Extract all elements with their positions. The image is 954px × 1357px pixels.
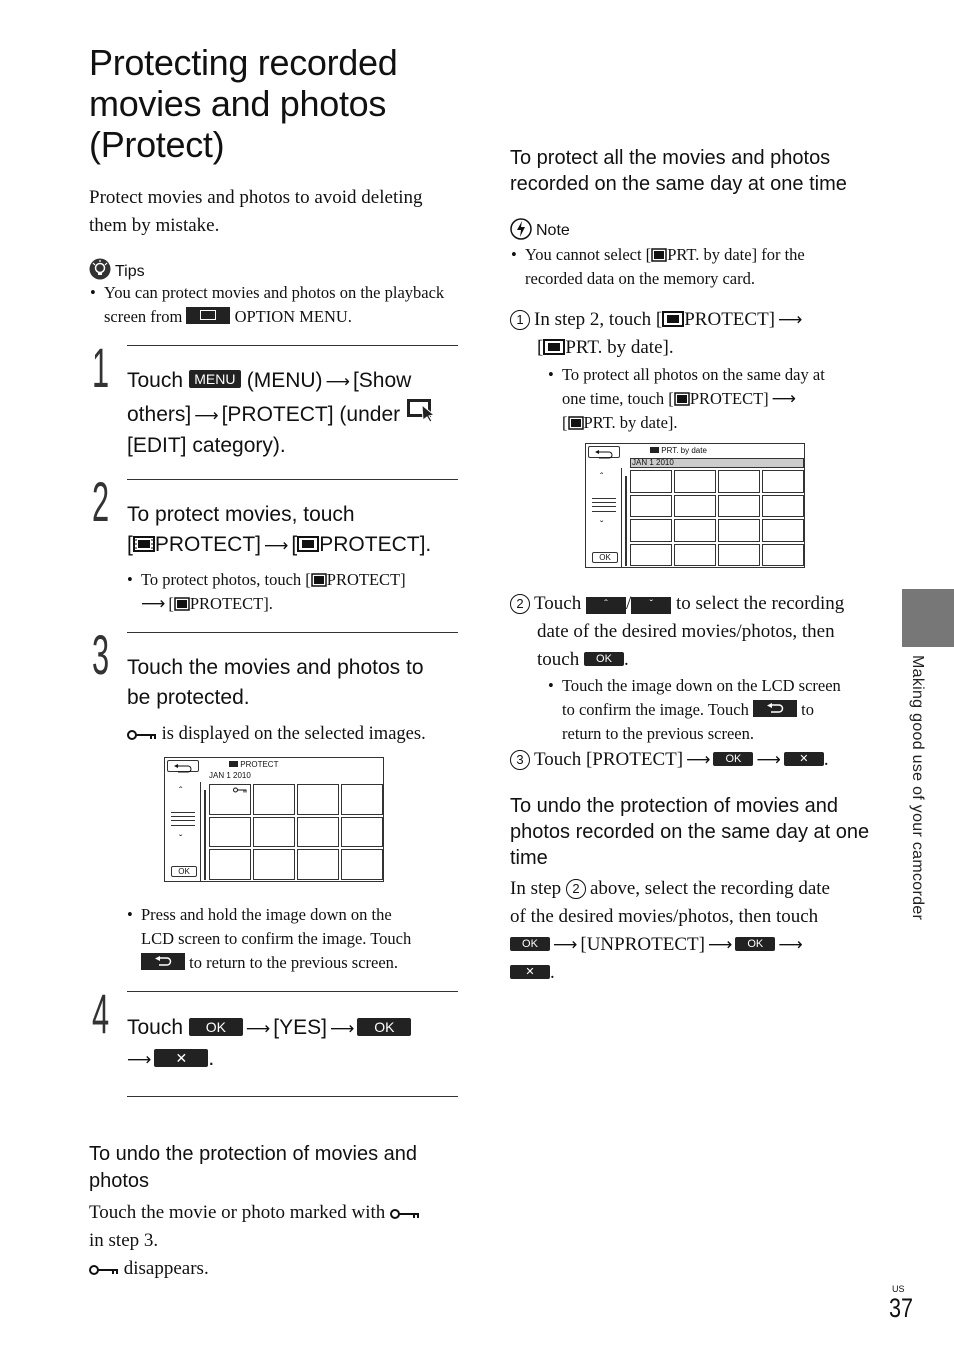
step-4-touch: Touch bbox=[127, 1016, 184, 1039]
return-icon bbox=[168, 764, 198, 774]
thumbnail[interactable] bbox=[297, 849, 339, 880]
movie-film-icon bbox=[662, 311, 684, 327]
screen-controls bbox=[586, 468, 622, 568]
step-circle-1: 1 bbox=[510, 310, 530, 330]
tips-item-text-end: OPTION MENU. bbox=[234, 307, 352, 326]
thumbnail[interactable] bbox=[209, 817, 251, 848]
period: . bbox=[550, 962, 555, 983]
scroll-up-icon[interactable]: ˆ bbox=[179, 786, 183, 797]
ok-button[interactable]: OK bbox=[713, 752, 753, 766]
thumbnail[interactable] bbox=[253, 817, 295, 848]
right-step-1 bbox=[510, 306, 890, 362]
protect-screen bbox=[164, 757, 384, 882]
thumbnail-protected[interactable] bbox=[209, 784, 251, 815]
arrow-icon: ⟶ bbox=[553, 935, 578, 955]
return-icon bbox=[589, 450, 619, 460]
photo-icon bbox=[674, 392, 690, 406]
s1-b: PROTECT] bbox=[684, 309, 776, 330]
period: . bbox=[823, 749, 829, 770]
thumbnail[interactable] bbox=[209, 849, 251, 880]
step-1-protect: [PROTECT] (under bbox=[221, 403, 401, 426]
arrow-icon: ⟶ bbox=[264, 536, 289, 556]
thumbnail[interactable] bbox=[674, 495, 716, 518]
step-1-menu-label: (MENU) bbox=[246, 369, 323, 392]
undo-text bbox=[89, 1199, 464, 1283]
undo-unprotect: [UNPROTECT] bbox=[580, 934, 705, 955]
menu-button[interactable]: MENU bbox=[189, 370, 241, 388]
divider bbox=[127, 1096, 458, 1097]
scroll-down-icon[interactable]: ˇ bbox=[600, 520, 604, 531]
tips-header bbox=[89, 258, 145, 283]
step-circle-3: 3 bbox=[510, 750, 530, 770]
step-3-bullet bbox=[141, 903, 461, 975]
note-label: Note bbox=[536, 222, 570, 239]
ok-button[interactable]: OK bbox=[735, 937, 775, 951]
s1-bul-a: To protect all photos on the same day at bbox=[562, 365, 825, 384]
tips-bulb-icon bbox=[89, 258, 111, 280]
thumbnail[interactable] bbox=[341, 817, 383, 848]
step-3-line2: be protected. bbox=[127, 686, 250, 709]
movie-film-icon bbox=[543, 339, 565, 355]
bracket: [ bbox=[168, 594, 174, 613]
note-header bbox=[510, 218, 570, 243]
step-number-2: 2 bbox=[92, 470, 110, 533]
s2-bul-a: Touch the image down on the LCD screen bbox=[562, 676, 841, 695]
s3-a: Touch [PROTECT] bbox=[534, 749, 684, 770]
right-step-2 bbox=[510, 590, 890, 674]
key-icon bbox=[127, 729, 157, 741]
thumbnail[interactable] bbox=[674, 470, 716, 493]
arrow-icon: ⟶ bbox=[778, 310, 803, 330]
option-menu-icon bbox=[186, 307, 230, 324]
side-tab-label: Making good use of your camcorder bbox=[909, 655, 926, 921]
movie-film-icon bbox=[297, 535, 319, 553]
bracket: [ bbox=[127, 533, 133, 556]
movie-film-icon bbox=[650, 447, 659, 453]
divider bbox=[127, 632, 458, 633]
step-2-bullet bbox=[141, 568, 461, 616]
step-2-line1: To protect movies, touch bbox=[127, 503, 355, 526]
thumbnail[interactable] bbox=[253, 784, 295, 815]
date-bar[interactable]: JAN 1 2010 bbox=[630, 458, 804, 468]
screen-title-text: PROTECT bbox=[240, 760, 279, 769]
step-4-yes: [YES] bbox=[273, 1016, 327, 1039]
step-2-bullet-b: PROTECT] bbox=[326, 570, 406, 589]
thumbnail[interactable] bbox=[297, 784, 339, 815]
note-b: PRT. by date] for the bbox=[667, 245, 805, 264]
step-circle-2: 2 bbox=[510, 594, 530, 614]
close-button[interactable]: ✕ bbox=[154, 1049, 208, 1067]
intro-text: Protect movies and photos to avoid deleting them by mistake. bbox=[89, 187, 423, 236]
thumbnail[interactable] bbox=[718, 495, 760, 518]
photo-icon bbox=[311, 573, 327, 587]
right-step-3 bbox=[510, 746, 890, 774]
tips-item-text: You can protect movies and photos on the playback screen from bbox=[104, 283, 445, 326]
step-1-touch: Touch bbox=[127, 369, 184, 392]
undo-line1: Touch the movie or photo marked with bbox=[89, 1202, 386, 1223]
scrollbar[interactable] bbox=[625, 476, 627, 566]
arrow-icon: ⟶ bbox=[194, 406, 219, 426]
screen-title bbox=[229, 760, 278, 769]
step-number-1: 1 bbox=[92, 336, 110, 399]
separator: / bbox=[625, 593, 632, 614]
s1-bul-b: one time, touch [ bbox=[562, 389, 674, 408]
arrow-icon: ⟶ bbox=[245, 1019, 271, 1039]
step-1-text bbox=[127, 366, 467, 461]
step-1-edit: [EDIT] category). bbox=[127, 434, 286, 457]
step-3-text bbox=[127, 653, 467, 713]
thumbnail[interactable] bbox=[762, 544, 804, 567]
s1-bul-c: PROTECT] bbox=[689, 389, 769, 408]
thumbnail[interactable] bbox=[762, 470, 804, 493]
step-2-text bbox=[127, 500, 467, 561]
scrollbar[interactable] bbox=[204, 790, 206, 880]
right-undo-heading: To undo the protection of movies and photos recorded on the same day at one time bbox=[510, 795, 870, 869]
divider bbox=[127, 991, 458, 992]
tips-item bbox=[104, 281, 459, 329]
note-c: recorded data on the memory card. bbox=[525, 269, 755, 288]
undo-c: of the desired movies/photos, then touch bbox=[510, 906, 819, 927]
step-3-bullet-a: Press and hold the image down on the bbox=[141, 905, 392, 924]
note-item bbox=[525, 243, 865, 291]
back-button[interactable] bbox=[588, 446, 620, 458]
thumbnail[interactable] bbox=[630, 495, 672, 518]
thumbnail[interactable] bbox=[341, 784, 383, 815]
return-button-icon bbox=[753, 700, 797, 717]
s1-bul-e: PRT. by date]. bbox=[583, 413, 678, 432]
page-indicator-icon bbox=[592, 498, 616, 512]
scroll-down-icon[interactable]: ˇ bbox=[179, 834, 183, 845]
photo-icon bbox=[651, 248, 667, 262]
ok-button[interactable]: OK bbox=[171, 866, 197, 877]
thumbnail[interactable] bbox=[762, 519, 804, 542]
step-3-note bbox=[127, 720, 467, 748]
movie-film-icon bbox=[229, 761, 238, 767]
arrow-icon: ⟶ bbox=[707, 935, 733, 955]
thumbnail[interactable] bbox=[718, 519, 760, 542]
page-number: 37 bbox=[889, 1293, 914, 1323]
step-2-bullet-a: To protect photos, touch [ bbox=[141, 570, 311, 589]
page-indicator-icon bbox=[171, 812, 195, 826]
side-tab-marker bbox=[902, 589, 954, 647]
scroll-up-icon[interactable]: ˆ bbox=[600, 472, 604, 483]
screen-title bbox=[650, 446, 707, 455]
edit-category-icon bbox=[406, 397, 438, 423]
right-step-2-bullet bbox=[562, 674, 882, 746]
return-button-icon bbox=[141, 953, 185, 970]
arrow-icon: ⟶ bbox=[127, 1050, 152, 1070]
arrow-icon: ⟶ bbox=[771, 389, 797, 409]
arrow-icon: ⟶ bbox=[141, 594, 166, 614]
thumbnail[interactable] bbox=[630, 519, 672, 542]
note-warning-icon bbox=[510, 218, 532, 240]
step-number-3: 3 bbox=[92, 623, 110, 686]
arrow-icon: ⟶ bbox=[756, 750, 781, 770]
arrow-icon: ⟶ bbox=[778, 935, 803, 955]
ok-button[interactable]: OK bbox=[189, 1018, 243, 1036]
period: . bbox=[208, 1047, 215, 1070]
bracket: [ bbox=[291, 533, 298, 556]
step-2-protect-b: PROTECT]. bbox=[319, 533, 432, 556]
key-icon bbox=[390, 1208, 420, 1220]
screen-controls bbox=[165, 782, 201, 882]
s2-bul-d: return to the previous screen. bbox=[562, 724, 754, 743]
thumbnail-grid bbox=[630, 470, 804, 566]
s2-a: Touch bbox=[534, 593, 582, 614]
thumbnail[interactable] bbox=[674, 519, 716, 542]
ok-button[interactable]: OK bbox=[584, 652, 624, 666]
scroll-down-button-icon: ˇ bbox=[631, 597, 671, 614]
step-number-4: 4 bbox=[92, 982, 110, 1045]
thumbnail[interactable] bbox=[297, 817, 339, 848]
step-1-show: [Show bbox=[352, 369, 412, 392]
undo-b: above, select the recording date bbox=[589, 878, 830, 899]
prt-by-date-screen bbox=[585, 443, 805, 568]
step-1-others: others] bbox=[127, 403, 192, 426]
arrow-icon: ⟶ bbox=[325, 372, 350, 392]
s1-a: In step 2, touch [ bbox=[534, 309, 663, 330]
ok-button[interactable]: OK bbox=[510, 937, 550, 951]
undo-line3: disappears. bbox=[123, 1258, 209, 1279]
note-a: You cannot select [ bbox=[525, 245, 652, 264]
step-4-text bbox=[127, 1013, 467, 1075]
bracket: [ bbox=[537, 337, 544, 358]
ok-button[interactable]: OK bbox=[592, 552, 618, 563]
thumbnail[interactable] bbox=[630, 544, 672, 567]
arrow-icon: ⟶ bbox=[686, 750, 711, 770]
screen-title-text: PRT. by date bbox=[661, 446, 707, 455]
scroll-up-button-icon: ˆ bbox=[586, 597, 626, 614]
thumbnail-grid bbox=[209, 784, 383, 880]
thumbnail[interactable] bbox=[762, 495, 804, 518]
tips-label: Tips bbox=[115, 263, 145, 280]
step-circle-2: 2 bbox=[566, 879, 586, 899]
right-step-1-bullet bbox=[562, 363, 882, 435]
thumbnail[interactable] bbox=[253, 849, 295, 880]
bracket: [ bbox=[562, 413, 568, 432]
undo-heading: To undo the protection of movies and photos bbox=[89, 1143, 417, 1192]
photo-icon bbox=[568, 416, 584, 430]
close-button[interactable]: ✕ bbox=[510, 965, 550, 979]
step-2-protect-a: PROTECT] bbox=[154, 533, 262, 556]
close-button[interactable]: ✕ bbox=[784, 752, 824, 766]
key-icon bbox=[233, 787, 247, 793]
thumbnail[interactable] bbox=[718, 470, 760, 493]
page-title: Protecting recorded movies and photos (Protect) bbox=[89, 42, 398, 165]
thumbnail[interactable] bbox=[341, 849, 383, 880]
region-code: US bbox=[892, 1284, 905, 1294]
s2-b: to select the recording bbox=[676, 593, 845, 614]
step-3-line1: Touch the movies and photos to bbox=[127, 656, 424, 679]
thumbnail[interactable] bbox=[674, 544, 716, 567]
thumbnail[interactable] bbox=[718, 544, 760, 567]
undo-a: In step bbox=[510, 878, 562, 899]
step-3-bullet-b: LCD screen to confirm the image. Touch bbox=[141, 929, 412, 948]
step-2-bullet-d: PROTECT]. bbox=[189, 594, 273, 613]
movie-film-icon bbox=[133, 535, 155, 553]
screen-date: JAN 1 2010 bbox=[209, 771, 251, 780]
s2-c: date of the desired movies/photos, then bbox=[537, 621, 835, 642]
key-icon bbox=[89, 1264, 119, 1276]
step-3-note-text: is displayed on the selected images. bbox=[161, 724, 426, 744]
divider bbox=[127, 345, 458, 346]
s2-d: touch bbox=[537, 649, 580, 670]
divider bbox=[127, 479, 458, 480]
s2-bul-c: to bbox=[801, 700, 814, 719]
right-undo-text bbox=[510, 875, 890, 987]
ok-button[interactable]: OK bbox=[357, 1018, 411, 1036]
s1-d: PRT. by date]. bbox=[565, 337, 674, 358]
undo-line2: in step 3. bbox=[89, 1230, 159, 1251]
thumbnail[interactable] bbox=[630, 470, 672, 493]
back-button[interactable] bbox=[167, 760, 199, 772]
s2-bul-b: to confirm the image. Touch bbox=[562, 700, 749, 719]
right-heading: To protect all the movies and photos recorded on the same day at one time bbox=[510, 147, 847, 195]
step-3-bullet-c: to return to the previous screen. bbox=[189, 953, 399, 972]
arrow-icon: ⟶ bbox=[329, 1019, 355, 1039]
period: . bbox=[623, 649, 629, 670]
photo-icon bbox=[174, 597, 190, 611]
